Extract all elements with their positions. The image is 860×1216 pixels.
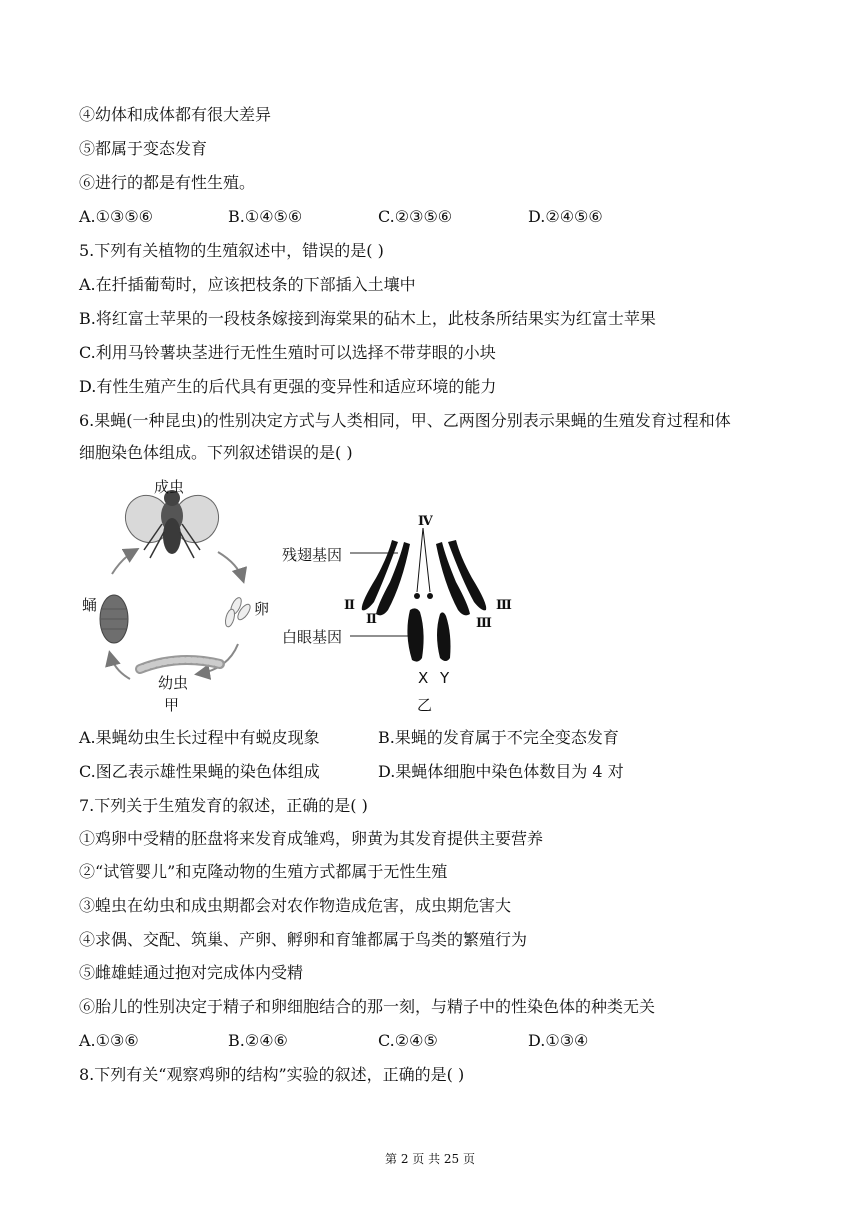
label-adult: 成虫 — [154, 478, 185, 496]
page-footer: 第 2 页 共 25 页 — [385, 1152, 475, 1166]
q6-option-a: A.果蝇幼虫生长过程中有蜕皮现象 — [79, 728, 320, 747]
q4-option-a: A.①③⑤⑥ — [79, 207, 154, 226]
q8-stem: 8.下列有关“观察鸡卵的结构”实验的叙述，正确的是( ) — [79, 1065, 465, 1084]
label-iii-right: Ⅲ — [496, 598, 512, 613]
q7-item-2: ②“试管婴儿”和克隆动物的生殖方式都属于无性生殖 — [79, 862, 448, 881]
q6-option-c: C.图乙表示雄性果蝇的染色体组成 — [79, 762, 320, 781]
q7-option-c: C.②④⑤ — [378, 1031, 438, 1050]
caption-jia: 甲 — [164, 696, 180, 714]
q7-option-a: A.①③⑥ — [79, 1031, 139, 1050]
figure-jia-life-cycle — [78, 474, 278, 719]
label-iii-inner: Ⅲ — [476, 616, 492, 631]
q7-stem: 7.下列关于生殖发育的叙述，正确的是( ) — [79, 796, 368, 815]
label-x: X — [418, 669, 429, 687]
adult-fly-icon — [117, 487, 227, 558]
pupa-icon — [100, 595, 128, 643]
q7-option-d: D.①③④ — [528, 1031, 589, 1050]
q7-option-b: B.②④⑥ — [228, 1031, 288, 1050]
q6-stem-line2: 细胞染色体组成。下列叙述错误的是( ) — [79, 443, 353, 462]
q4-option-c: C.②③⑤⑥ — [378, 207, 453, 226]
q5-option-a: A.在扦插葡萄时，应该把枝条的下部插入土壤中 — [79, 275, 416, 294]
figure-yi-chromosomes — [280, 514, 520, 719]
q5-option-c: C.利用马铃薯块茎进行无性生殖时可以选择不带芽眼的小块 — [79, 343, 496, 362]
label-egg: 卵 — [254, 600, 270, 618]
label-ii-inner: Ⅱ — [366, 612, 377, 627]
label-ii-left: Ⅱ — [344, 598, 355, 613]
q4-option-b: B.①④⑤⑥ — [228, 207, 303, 226]
egg-icon — [224, 596, 253, 628]
caption-yi: 乙 — [417, 696, 433, 714]
q7-item-5: ⑤雌雄蛙通过抱对完成体内受精 — [79, 963, 304, 982]
larva-icon — [140, 660, 220, 669]
label-larva: 幼虫 — [158, 674, 189, 692]
statement-6: ⑥进行的都是有性生殖。 — [79, 173, 256, 192]
q5-option-b: B.将红富士苹果的一段枝条嫁接到海棠果的砧木上，此枝条所结果实为红富士苹果 — [79, 309, 656, 328]
statement-5: ⑤都属于变态发育 — [79, 139, 208, 158]
label-iv: Ⅳ — [418, 514, 433, 529]
q6-option-b: B.果蝇的发育属于不完全变态发育 — [378, 728, 619, 747]
label-y: Y — [440, 669, 450, 687]
q7-item-1: ①鸡卵中受精的胚盘将来发育成雏鸡，卵黄为其发育提供主要营养 — [79, 829, 544, 848]
q5-stem: 5.下列有关植物的生殖叙述中，错误的是( ) — [79, 241, 384, 260]
q7-item-6: ⑥胎儿的性别决定于精子和卵细胞结合的那一刻，与精子中的性染色体的种类无关 — [79, 997, 656, 1016]
q5-option-d: D.有性生殖产生的后代具有更强的变异性和适应环境的能力 — [79, 377, 497, 396]
q6-stem-line1: 6.果蝇(一种昆虫)的性别决定方式与人类相同，甲、乙两图分别表示果蝇的生殖发育过程和体 — [79, 411, 731, 430]
statement-4: ④幼体和成体都有很大差异 — [79, 105, 272, 124]
label-vestigial-gene: 残翅基因 — [282, 546, 343, 564]
q6-option-d: D.果蝇体细胞中染色体数目为 4 对 — [378, 762, 624, 781]
q4-option-d: D.②④⑤⑥ — [528, 207, 603, 226]
q7-item-3: ③蝗虫在幼虫和成虫期都会对农作物造成危害，成虫期危害大 — [79, 896, 512, 915]
q7-item-4: ④求偶、交配、筑巢、产卵、孵卵和育雏都属于鸟类的繁殖行为 — [79, 930, 528, 949]
label-pupa: 蛹 — [82, 596, 98, 614]
label-white-eye-gene: 白眼基因 — [282, 628, 343, 646]
